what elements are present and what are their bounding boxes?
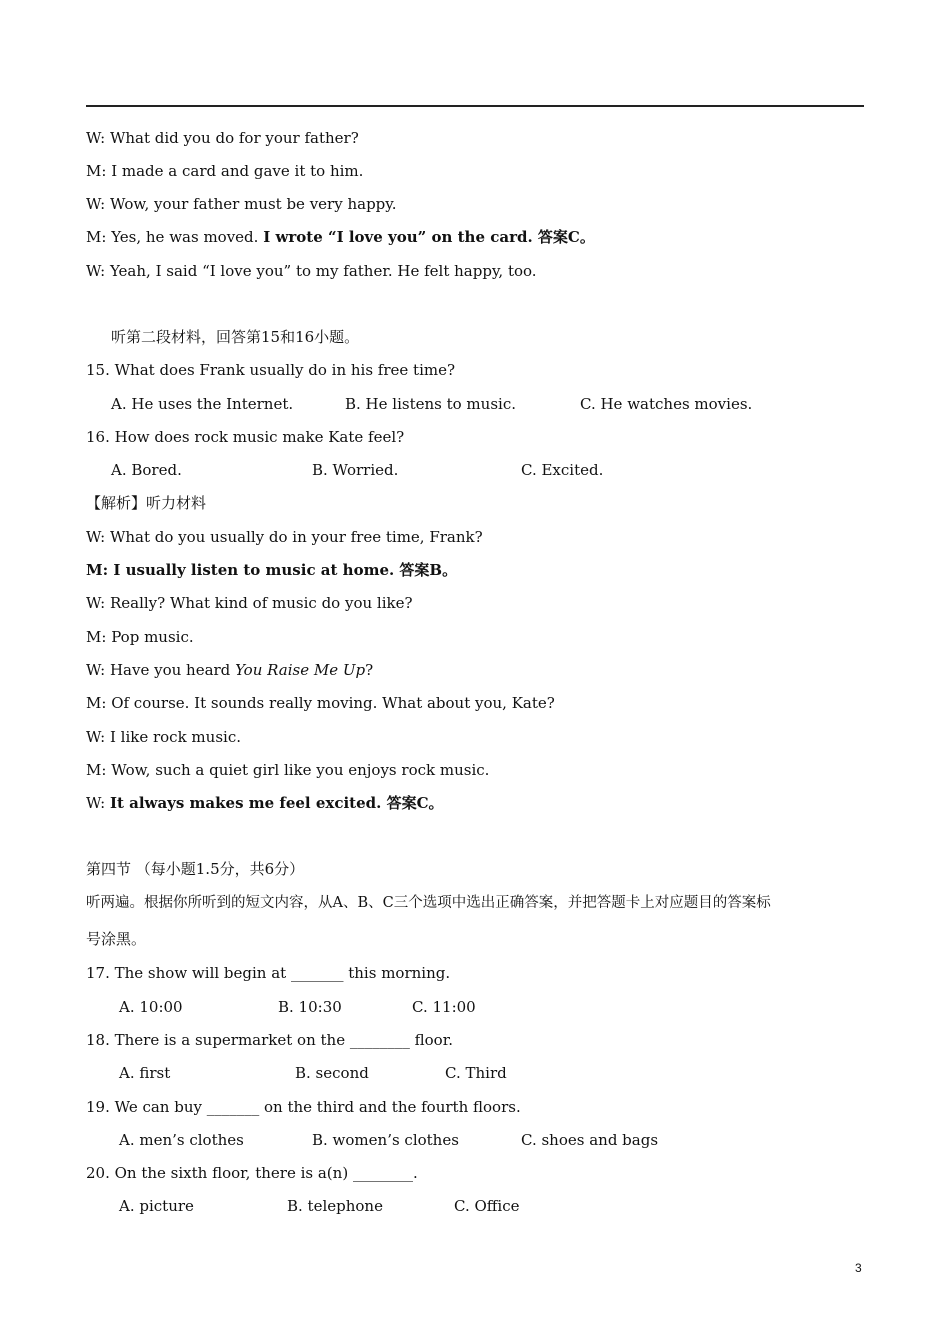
q16-option-c: C. Excited. — [521, 461, 604, 479]
q15-question: 15. What does Frank usually do in his free time? — [86, 361, 456, 379]
q18-option-c: C. Third — [445, 1064, 507, 1082]
q16-option-a: A. Bored. — [111, 461, 182, 479]
q20-option-a: A. picture — [119, 1197, 194, 1215]
q17-option-c: C. 11:00 — [412, 998, 476, 1016]
dialogue2-line-4: M: Pop music. — [86, 628, 194, 646]
q19-option-c: C. shoes and bags — [521, 1131, 659, 1149]
q17-options — [119, 997, 476, 1017]
answer-highlight: I usually listen to music at home. 答案B。 — [113, 561, 458, 579]
q15-option-b: B. He listens to music. — [345, 395, 516, 413]
q18-question: 18. There is a supermarket on the ________ floor. — [86, 1031, 453, 1049]
q18-option-b: B. second — [295, 1064, 369, 1082]
q19-options — [119, 1130, 658, 1150]
dialogue2-line-8: M: Wow, such a quiet girl like you enjoys rock music. — [86, 761, 490, 779]
section2-intro: 听第二段材料，回答第15和16小题。 — [111, 328, 360, 346]
q19-option-b: B. women’s clothes — [312, 1131, 459, 1149]
q15-option-c: C. He watches movies. — [580, 395, 753, 413]
q20-options — [119, 1196, 520, 1216]
q19-question: 19. We can buy _______ on the third and the fourth floors. — [86, 1098, 521, 1116]
q18-options — [119, 1063, 507, 1083]
song-title: You Raise Me Up — [235, 661, 366, 679]
dialogue1-line-2: M: I made a card and gave it to him. — [86, 162, 364, 180]
q20-option-b: B. telephone — [287, 1197, 383, 1215]
q17-option-b: B. 10:30 — [278, 998, 342, 1016]
answer-highlight: I wrote “I love you” on the card. 答案C。 — [263, 228, 595, 246]
header-rule — [86, 105, 864, 107]
dialogue1-line-1: W: What did you do for your father? — [86, 129, 359, 147]
q16-question: 16. How does rock music make Kate feel? — [86, 428, 405, 446]
q18-option-a: A. first — [119, 1064, 171, 1082]
answer-highlight: It always makes me feel excited. 答案C。 — [109, 794, 444, 812]
dialogue2-line-1: W: What do you usually do in your free time, Frank? — [86, 528, 483, 546]
dialogue1-line-3: W: Wow, your father must be very happy. — [86, 195, 397, 213]
dialogue2-line-9: W: It always makes me feel excited. 答案C。 — [86, 794, 444, 812]
page-number: 3 — [855, 1261, 862, 1275]
dialogue2-line-2: M: I usually listen to music at home. 答案B。 — [86, 561, 458, 579]
q16-options — [111, 460, 603, 480]
dialogue2-line-6: M: Of course. It sounds really moving. What about you, Kate? — [86, 694, 555, 712]
dialogue2-line-7: W: I like rock music. — [86, 728, 241, 746]
q17-question: 17. The show will begin at _______ this morning. — [86, 964, 451, 982]
q15-options — [111, 394, 752, 414]
dialogue1-line-5: W: Yeah, I said “I love you” to my father. He felt happy, too. — [86, 262, 537, 280]
q19-option-a: A. men’s clothes — [119, 1131, 244, 1149]
q15-option-a: A. He uses the Internet. — [111, 395, 294, 413]
q16-option-b: B. Worried. — [312, 461, 399, 479]
section4-title: 第四节 （每小题1.5分，共6分） — [86, 860, 305, 878]
section4-instructions-2: 号涂黑。 — [86, 930, 147, 948]
dialogue2-line-3: W: Really? What kind of music do you like? — [86, 594, 413, 612]
dialogue2-line-5: W: Have you heard You Raise Me Up? — [86, 661, 374, 679]
dialogue1-line-4: M: Yes, he was moved. I wrote “I love you” on the card. 答案C。 — [86, 228, 595, 246]
q20-option-c: C. Office — [454, 1197, 520, 1215]
q20-question: 20. On the sixth floor, there is a(n) ________. — [86, 1164, 418, 1182]
section4-instructions-1: 听两遍。根据你所听到的短文内容，从A、B、C三个选项中选出正确答案，并把答题卡上对应题目的答案标 — [86, 895, 771, 911]
q17-option-a: A. 10:00 — [119, 998, 183, 1016]
analysis-label: 【解析】听力材料 — [86, 494, 207, 512]
